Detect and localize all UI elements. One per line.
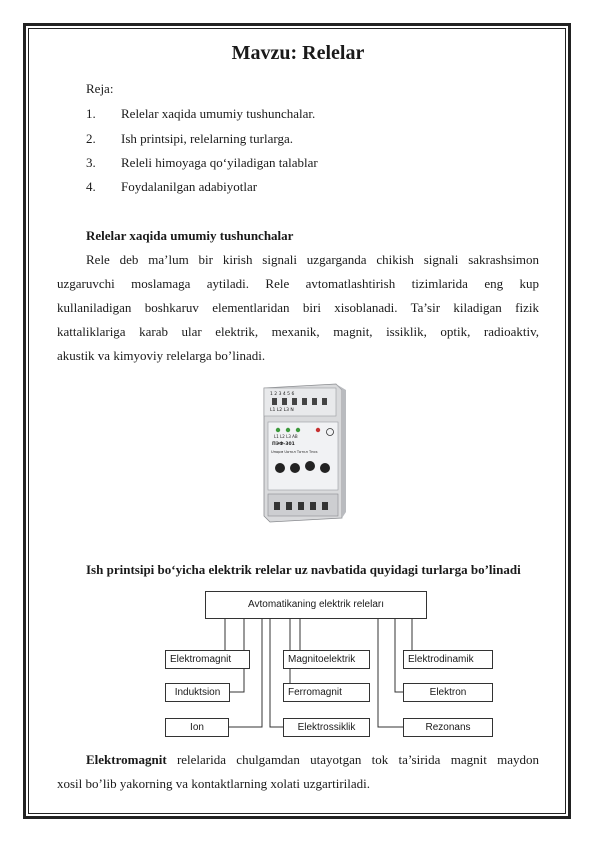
diagram-box: Elektrossiklik [283, 718, 370, 737]
diagram-box: Magnitoelektrik [283, 650, 370, 669]
diagram-box: Rezonans [403, 718, 493, 737]
plan-item-number: 3. [86, 155, 96, 170]
section-heading: Ish printsipi bo‘yicha elektrik relelar uz navbatida quyidagi turlarga bo’linadi [86, 562, 521, 577]
diagram-box: Ion [165, 718, 229, 737]
diagram-box: Elektrodinamik [403, 650, 493, 669]
plan-item-text: Releli himoyaga qo‘yiladigan talablar [121, 155, 318, 170]
plan-item-text: Ish printsipi, relelarning turlarga. [121, 131, 293, 146]
diagram-box: Elektron [403, 683, 493, 702]
plan-item-text: Relelar xaqida umumiy tushunchalar. [121, 106, 316, 121]
diagram-box: Ferromagnit [283, 683, 370, 702]
relay-device-image [258, 378, 348, 528]
paragraph-line: xosil bo’lib yakorning va kontaktlarning xolati uzgartiriladi. [57, 776, 371, 791]
plan-item [86, 179, 257, 195]
paragraph-line: uzgaruvchi moslamaga aytiladi. Rele avtomatlashtirish tizimlarida eng kup [57, 276, 539, 291]
plan-item-number: 2. [86, 131, 96, 146]
paragraph-line: Rele deb ma’lum bir kirish signali uzgarganda chikish signali sakrashsimon [86, 252, 539, 267]
plan-label: Reja: [86, 81, 114, 96]
paragraph-text: relelarida chulgamdan utayotgan tok ta’sirida magnit maydon [166, 752, 539, 767]
paragraph-line: kattaliklariga karab ular elektrik, mexanik, magnit, issiklik, optik, radioaktiv, [57, 324, 539, 339]
paragraph-line: akustik va kimyoviy relelarga bo’linadi. [57, 348, 266, 363]
device-model: ПЭФ-301 [272, 442, 295, 447]
plan-item-number: 1. [86, 106, 96, 121]
bold-term: Elektromagnit [86, 752, 167, 767]
diagram-box: Elektromagnit [165, 650, 250, 669]
plan-item-number: 4. [86, 179, 96, 194]
terminal-labels: L1 L2 L3 N [270, 408, 294, 413]
knob-labels: Uнорм Uоткл Тоткл Тпск [271, 450, 318, 454]
terminal-numbers: 1 2 3 4 5 6 [270, 392, 295, 397]
diagram-box: Induktsion [165, 683, 230, 702]
plan-item [86, 155, 318, 171]
paragraph-line [86, 752, 539, 768]
page-title: Mavzu: Relelar [231, 42, 365, 64]
plan-item [86, 131, 293, 147]
diagram-title: Avtomatikaning elektrik releları [205, 591, 427, 619]
led-labels: L1 L2 L3 AB [274, 434, 298, 439]
section-heading: Relelar xaqida umumiy tushunchalar [86, 228, 294, 243]
plan-item-text: Foydalanilgan adabiyotlar [121, 179, 258, 194]
paragraph-line: kullaniladigan boshkaruv elementlaridan biri xisoblanadi. Ta’sir kiladigan fizik [57, 300, 539, 315]
plan-item [86, 106, 315, 122]
